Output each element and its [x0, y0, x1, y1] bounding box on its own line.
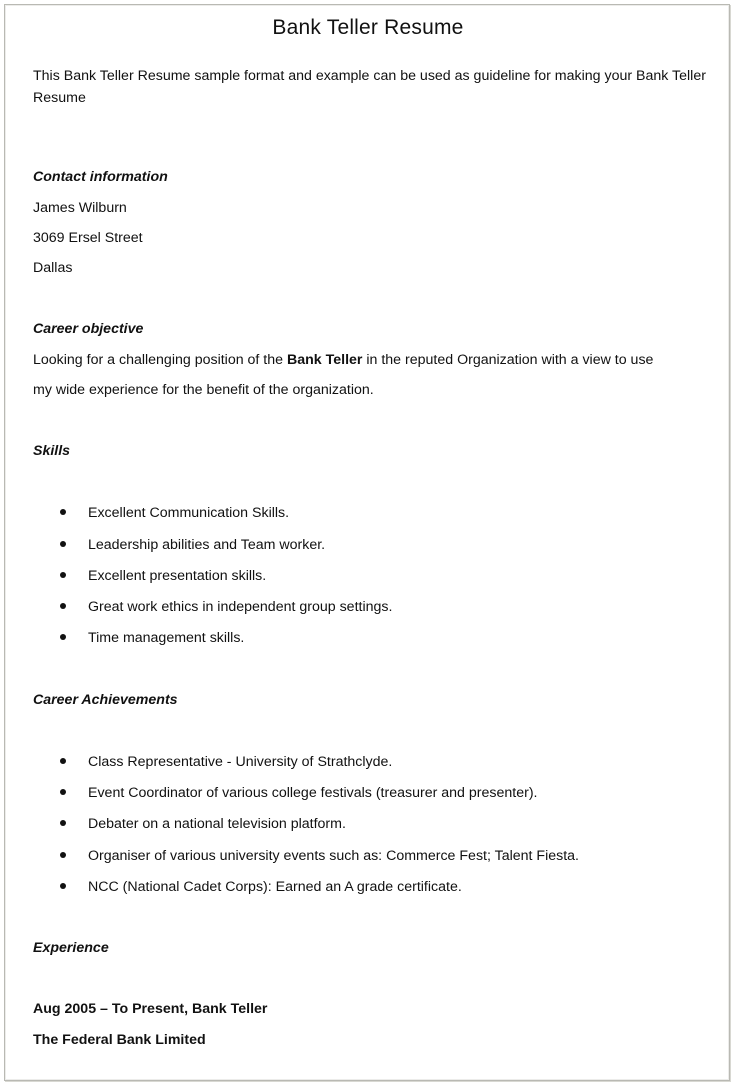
list-item: Great work ethics in independent group settings. [60, 597, 392, 617]
bullet-icon [60, 758, 66, 764]
bullet-icon [60, 820, 66, 826]
objective-text-pre: Looking for a challenging position of the [33, 352, 287, 368]
contact-name: James Wilburn [33, 200, 127, 216]
contact-heading: Contact information [33, 169, 168, 185]
objective-position: Bank Teller [286, 352, 363, 368]
intro-text: This Bank Teller Resume sample format and example can be used as guideline for making your Bank Teller Resume [33, 68, 706, 106]
list-item: Class Representative - University of Strathclyde. [60, 752, 392, 772]
skills-heading: Skills [33, 443, 71, 459]
experience-period-role: Aug 2005 – To Present, Bank Teller [33, 1001, 268, 1017]
contact-street: 3069 Ersel Street [33, 230, 143, 246]
contact-city: Dallas [33, 260, 73, 276]
achievements-heading: Career Achievements [33, 692, 178, 708]
list-item: Time management skills. [60, 628, 244, 648]
list-item: Debater on a national television platform. [60, 814, 346, 834]
list-item: Event Coordinator of various college festivals (treasurer and presenter). [60, 783, 538, 803]
bullet-icon [60, 572, 66, 578]
objective-line-1 [33, 350, 653, 370]
list-item: NCC (National Cadet Corps): Earned an A grade certificate. [60, 877, 462, 897]
bullet-icon [60, 509, 66, 515]
objective-heading: Career objective [33, 321, 144, 337]
objective-line-2: my wide experience for the benefit of the organization. [33, 382, 374, 398]
bullet-icon [60, 789, 66, 795]
bullet-icon [60, 603, 66, 609]
document-title: Bank Teller Resume [272, 16, 464, 39]
bullet-icon [60, 883, 66, 889]
experience-employer: The Federal Bank Limited [33, 1032, 206, 1048]
list-item: Organiser of various university events such as: Commerce Fest; Talent Fiesta. [60, 846, 579, 866]
list-item: Excellent presentation skills. [60, 566, 266, 586]
bullet-icon [60, 634, 66, 640]
objective-text-post: in the reputed Organization with a view to use [362, 352, 654, 368]
bullet-icon [60, 852, 66, 858]
experience-heading: Experience [33, 940, 109, 956]
list-item: Leadership abilities and Team worker. [60, 535, 325, 555]
bullet-icon [60, 541, 66, 547]
list-item: Excellent Communication Skills. [60, 503, 289, 523]
